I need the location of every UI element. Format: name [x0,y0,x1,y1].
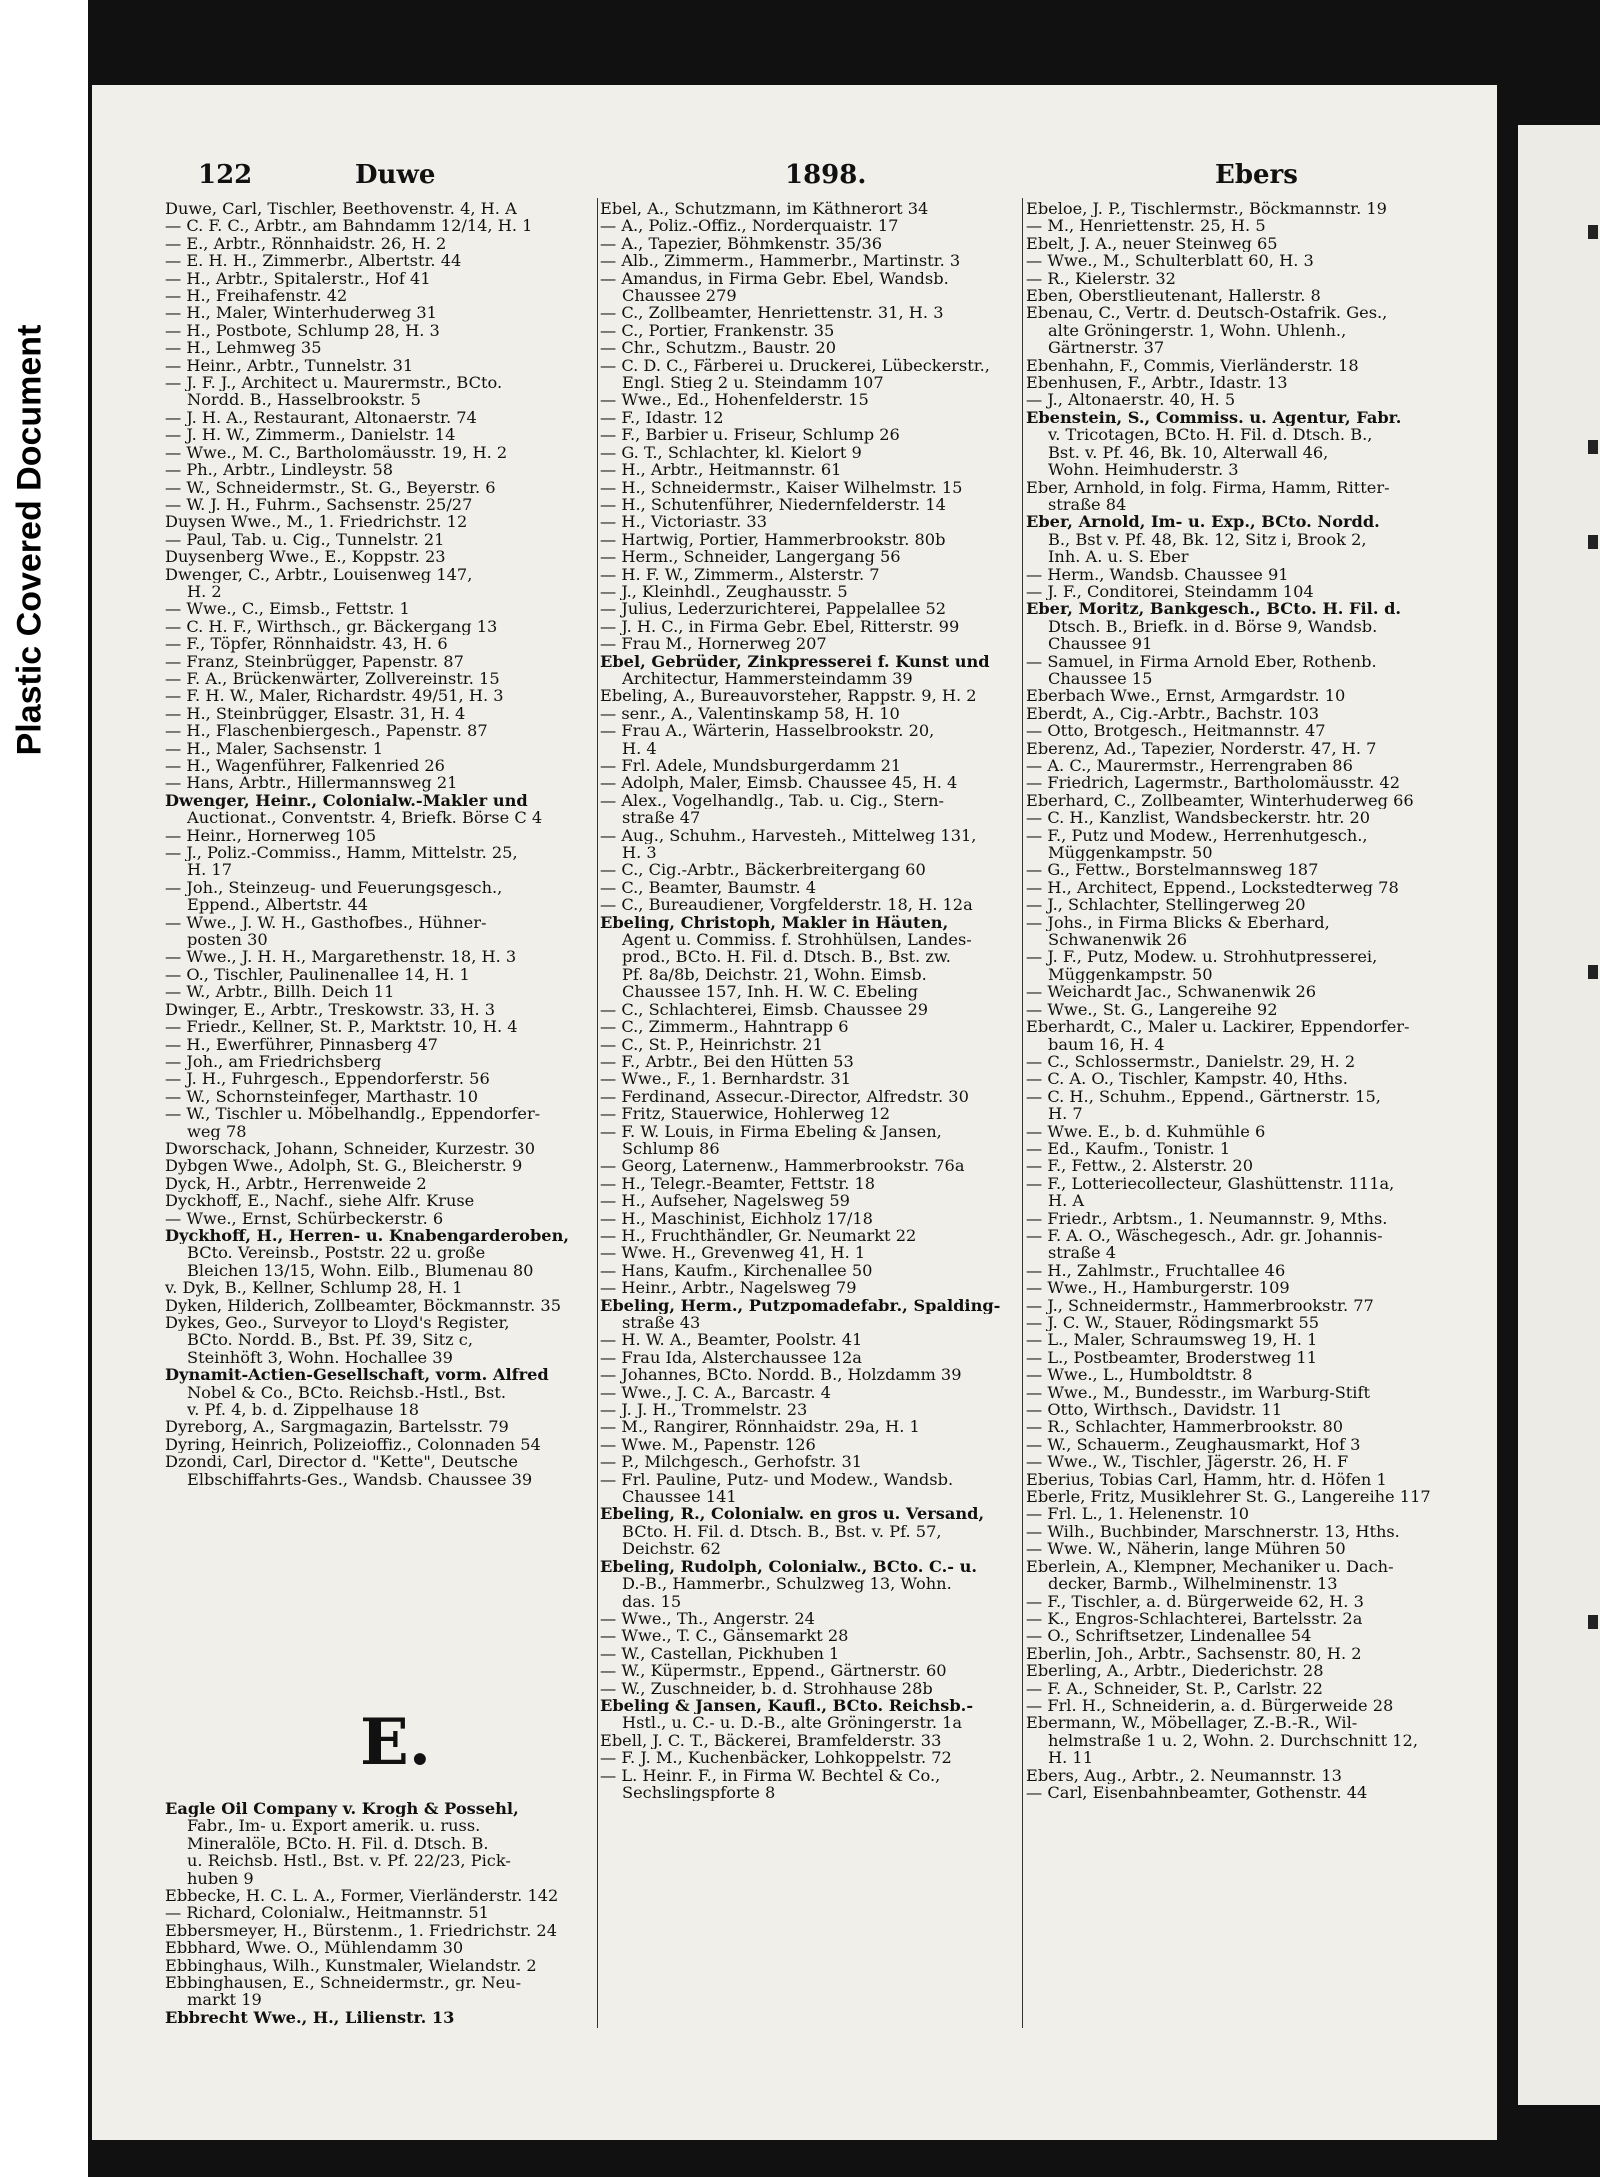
directory-entry: — Friedrich, Lagermstr., Bartholomäusstr. 42 [1026,774,1401,792]
directory-entry: — Joh., Steinzeug- und Feuerungsgesch., [165,878,503,897]
directory-entry: alte Gröningerstr. 1, Wohn. Uhlenh., [1048,321,1347,340]
directory-entry: — Adolph, Maler, Eimsb. Chaussee 45, H. 4 [600,774,958,792]
directory-entry: Ebel, Gebrüder, Zinkpresserei f. Kunst und [600,652,990,670]
directory-entry: — Wwe., St. G., Langereihe 92 [1026,1000,1278,1019]
directory-entry: u. Reichsb. Hstl., Bst. v. Pf. 22/23, Pick- [187,1852,511,1870]
directory-entry: — C., Cig.-Arbtr., Bäckerbreitergang 60 [600,861,926,879]
column-rule [597,198,598,2028]
directory-entry: — Wwe., W., Tischler, Jägerstr. 26, H. F [1026,1453,1349,1471]
directory-entry: — H., Maler, Sachsenstr. 1 [165,739,384,757]
directory-entry: H. 3 [622,844,657,862]
directory-entry: — C., Zimmerm., Hahntrapp 6 [600,1018,849,1036]
directory-entry: Ebenstein, S., Commiss. u. Agentur, Fabr. [1026,408,1402,427]
directory-entry: — H., Maschinist, Eichholz 17/18 [600,1209,873,1227]
directory-entry: Dwenger, C., Arbtr., Louisenweg 147, [165,565,473,583]
directory-entry: Elbschiffahrts-Ges., Wandsb. Chaussee 39 [187,1470,533,1489]
directory-entry: — Wwe. E., b. d. Kuhmühle 6 [1026,1122,1266,1140]
directory-entry: Bleichen 13/15, Wohn. Eilb., Blumenau 80 [187,1261,534,1280]
directory-entry: Eberbach Wwe., Ernst, Armgardstr. 10 [1026,687,1346,705]
directory-entry: — Frl. Adele, Mundsburgerdamm 21 [600,757,902,775]
directory-entry: Chaussee 15 [1048,669,1153,688]
directory-entry: — H. F. W., Zimmerm., Alsterstr. 7 [600,565,880,583]
directory-entry: H. 4 [622,739,657,757]
directory-entry: — C., Schlossermstr., Danielstr. 29, H. 2 [1026,1052,1356,1071]
directory-entry: — F. H. W., Maler, Richardstr. 49/51, H. 3 [165,687,504,705]
directory-entry: — G. T., Schlachter, kl. Kielort 9 [600,443,862,462]
directory-entry: — Herm., Schneider, Langergang 56 [600,548,901,566]
directory-entry: — H., Telegr.-Beamter, Fettstr. 18 [600,1174,876,1193]
directory-entry: — M., Henriettenstr. 25, H. 5 [1026,217,1266,235]
directory-entry: — Wwe., Ernst, Schürbeckerstr. 6 [165,1209,444,1227]
column-rule [1022,198,1023,2028]
directory-entry: Dworschack, Johann, Schneider, Kurzestr. 30 [165,1139,536,1158]
directory-entry: — K., Engros-Schlachterei, Bartelsstr. 2a [1026,1609,1363,1628]
directory-entry: Duwe, Carl, Tischler, Beethovenstr. 4, H. A [165,200,517,218]
directory-entry: — F. A. O., Wäschegesch., Adr. gr. Johannis- [1026,1226,1383,1245]
directory-entry: — R., Schlachter, Hammerbrookstr. 80 [1026,1418,1344,1436]
directory-entry: — E. H. H., Zimmerbr., Albertstr. 44 [165,252,462,270]
directory-entry: — J. F., Conditorei, Steindamm 104 [1026,582,1314,601]
directory-entry: — J., Schlachter, Stellingerweg 20 [1026,896,1306,914]
directory-entry: — H., Schneidermstr., Kaiser Wilhelmstr. 15 [600,478,963,496]
directory-entry: Dyring, Heinrich, Polizeioffiz., Colonnaden 54 [165,1435,541,1454]
directory-entry: Eber, Arnold, Im- u. Exp., BCto. Nordd. [1026,513,1380,531]
directory-entry: — Wwe., L., Humboldtstr. 8 [1026,1366,1253,1384]
directory-entry: — senr., A., Valentinskamp 58, H. 10 [600,704,900,723]
directory-entry: Schlump 86 [622,1139,720,1158]
directory-entry: — F., Tischler, a. d. Bürgerweide 62, H. 3 [1026,1592,1364,1610]
directory-entry: B., Bst v. Pf. 48, Bk. 12, Sitz i, Brook 2, [1048,530,1367,549]
directory-entry: — A., Tapezier, Böhmkenstr. 35/36 [600,234,883,253]
directory-entry: Ebbinghaus, Wilh., Kunstmaler, Wielandstr. 2 [165,1956,537,1975]
directory-entry: — H., Steinbrügger, Elsastr. 31, H. 4 [165,704,466,723]
directory-entry: Chaussee 91 [1048,635,1153,653]
directory-entry: Auctionat., Conventstr. 4, Briefk. Börse C 4 [187,809,543,827]
directory-entry: — Wwe. M., Papenstr. 126 [600,1435,816,1454]
directory-entry: — Otto, Brotgesch., Heitmannstr. 47 [1026,722,1326,740]
directory-entry: — H., Ewerführer, Pinnasberg 47 [165,1035,438,1053]
directory-entry: — J. C. W., Stauer, Rödingsmarkt 55 [1026,1314,1320,1332]
directory-entry: — J., Schneidermstr., Hammerbrookstr. 77 [1026,1296,1374,1314]
directory-entry: Dwenger, Heinr., Colonialw.-Makler und [165,791,528,810]
directory-entry: Dyckhoff, H., Herren- u. Knabengarderoben, [165,1226,569,1245]
directory-entry: Dynamit-Actien-Gesellschaft, vorm. Alfred [165,1366,549,1384]
directory-entry: Eben, Oberstlieutenant, Hallerstr. 8 [1026,287,1321,305]
directory-entry: Chaussee 279 [622,287,737,305]
directory-entry: H. 7 [1048,1105,1083,1123]
directory-entry: — F. J. M., Kuchenbäcker, Lohkoppelstr. 72 [600,1749,952,1767]
directory-entry: Chaussee 141 [622,1488,737,1506]
directory-entry: Duysenberg Wwe., E., Koppstr. 23 [165,548,446,566]
directory-entry: — Frau Ida, Alsterchaussee 12a [600,1348,862,1367]
directory-entry: — Julius, Lederzurichterei, Pappelallee 52 [600,600,947,618]
directory-entry: — Hans, Arbtr., Hillermannsweg 21 [165,774,458,792]
directory-entry: — Wwe., M. C., Bartholomäusstr. 19, H. 2 [165,443,508,462]
directory-entry: baum 16, H. 4 [1048,1035,1165,1053]
directory-entry: — Franz, Steinbrügger, Papenstr. 87 [165,652,464,670]
directory-entry: Dyckhoff, E., Nachf., siehe Alfr. Kruse [165,1192,475,1210]
directory-entry: Ebeling, Herm., Putzpomadefabr., Spalding- [600,1296,1001,1314]
directory-entry: — J. J. H., Trommelstr. 23 [600,1401,808,1419]
directory-entry: H. 11 [1048,1749,1094,1767]
directory-entry: — R., Kielerstr. 32 [1026,269,1176,288]
directory-entry: Dykes, Geo., Surveyor to Lloyd's Register, [165,1314,510,1332]
directory-entry: Pf. 8a/8b, Deichstr. 21, Wohn. Eimsb. [622,965,927,984]
directory-entry: Eber, Arnhold, in folg. Firma, Hamm, Ritter- [1026,478,1390,496]
directory-entry: H. A [1048,1192,1085,1210]
directory-entry: — Paul, Tab. u. Cig., Tunnelstr. 21 [165,530,445,549]
directory-entry: Ebers, Aug., Arbtr., 2. Neumannstr. 13 [1026,1766,1342,1784]
directory-entry: Sechslingspforte 8 [622,1783,776,1802]
directory-entry: — Richard, Colonialw., Heitmannstr. 51 [165,1904,489,1922]
directory-entry: — Amandus, in Firma Gebr. Ebel, Wandsb. [600,269,949,288]
directory-entry: — W., Schneidermstr., St. G., Beyerstr. 6 [165,478,496,496]
directory-entry: — H., Architect, Eppend., Lockstedterweg 78 [1026,878,1399,897]
directory-entry: Eberius, Tobias Carl, Hamm, htr. d. Höfen 1 [1026,1470,1387,1489]
directory-entry: — Heinr., Arbtr., Tunnelstr. 31 [165,356,414,375]
directory-entry: Eagle Oil Company v. Krogh & Possehl, [165,1800,519,1818]
directory-entry: — C., Portier, Frankenstr. 35 [600,321,835,340]
directory-entry: weg 78 [187,1122,247,1140]
directory-entry: — Wwe. W., Näherin, lange Mühren 50 [1026,1540,1346,1558]
directory-entry: Dzondi, Carl, Director d. "Kette", Deutsche [165,1453,518,1471]
directory-entry: — H., Zahlmstr., Fruchtallee 46 [1026,1261,1286,1280]
directory-entry: Wohn. Heimhuderstr. 3 [1048,461,1239,479]
directory-entry: Dyck, H., Arbtr., Herrenweide 2 [165,1174,427,1193]
directory-entry: — Georg, Laternenw., Hammerbrookstr. 76a [600,1157,965,1175]
directory-entry: — A., Poliz.-Offiz., Norderquaistr. 17 [600,217,899,235]
directory-entry: — Wwe., Th., Angerstr. 24 [600,1609,815,1628]
directory-entry: — C. H., Schuhm., Eppend., Gärtnerstr. 15, [1026,1087,1381,1106]
directory-entry: — F. W. Louis, in Firma Ebeling & Jansen, [600,1122,942,1140]
directory-entry: — F., Barbier u. Friseur, Schlump 26 [600,426,900,444]
directory-entry: — Wwe., M., Bundesstr., im Warburg-Stift [1026,1383,1370,1402]
directory-entry: — J. H. W., Zimmerm., Danielstr. 14 [165,426,456,444]
adjacent-page-mark [1588,1615,1598,1629]
directory-entry: — Wwe., C., Eimsb., Fettstr. 1 [165,600,410,618]
directory-entry: — Alb., Zimmerm., Hammerbr., Martinstr. 3 [600,252,961,270]
column-2 [600,200,1018,1801]
directory-entry: — H., Arbtr., Heitmannstr. 61 [600,461,842,479]
directory-entry: — Wwe., M., Schulterblatt 60, H. 3 [1026,252,1314,270]
directory-entry: — Weichardt Jac., Schwanenwik 26 [1026,983,1317,1001]
adjacent-page-mark [1588,965,1598,979]
directory-entry: — F. A., Brückenwärter, Zollvereinstr. 15 [165,669,500,688]
directory-entry: — F. A., Schneider, St. P., Carlstr. 22 [1026,1679,1323,1697]
directory-entry: Ebeling, Rudolph, Colonialw., BCto. C.- u. [600,1557,977,1576]
directory-entry: — W., Tischler u. Möbelhandlg., Eppendorfer- [165,1105,541,1123]
directory-entry: Dtsch. B., Briefk. in d. Börse 9, Wandsb. [1048,617,1378,636]
directory-entry: — Ed., Kaufm., Tonistr. 1 [1026,1139,1231,1158]
adjacent-page-mark [1588,535,1598,549]
directory-entry: Ebbersmeyer, H., Bürstenm., 1. Friedrichstr. 24 [165,1921,558,1940]
directory-entry: — Samuel, in Firma Arnold Eber, Rothenb. [1026,652,1377,670]
directory-entry: markt 19 [187,1991,262,2009]
directory-entry: Ebbhard, Wwe. O., Mühlendamm 30 [165,1939,464,1957]
directory-entry: Eber, Moritz, Bankgesch., BCto. H. Fil. d. [1026,600,1402,618]
directory-entry: — W., Küpermstr., Eppend., Gärtnerstr. 60 [600,1662,947,1680]
directory-entry: — Friedr., Kellner, St. P., Marktstr. 10, H. 4 [165,1018,518,1036]
directory-entry: — C. H., Kanzlist, Wandsbeckerstr. htr. 20 [1026,809,1371,827]
side-label: Plastic Covered Document [10,324,49,756]
directory-entry: Ebbrecht Wwe., H., Lilienstr. 13 [165,2008,455,2027]
directory-entry: — A. C., Maurermstr., Herrengraben 86 [1026,757,1353,775]
directory-entry: Steinhöft 3, Wohn. Hochallee 39 [187,1348,453,1367]
directory-entry: — Fritz, Stauerwice, Hohlerweg 12 [600,1105,891,1123]
directory-entry: Architectur, Hammersteindamm 39 [622,669,913,688]
directory-entry: — W. J. H., Fuhrm., Sachsenstr. 25/27 [165,495,473,514]
directory-entry: — H., Maler, Winterhuderweg 31 [165,304,437,322]
directory-entry: Ebeling, R., Colonialw. en gros u. Versand, [600,1505,985,1523]
directory-entry: — H., Postbote, Schlump 28, H. 3 [165,321,440,340]
directory-entry: — F., Töpfer, Rönnhaidstr. 43, H. 6 [165,635,448,653]
directory-entry: — Herm., Wandsb. Chaussee 91 [1026,565,1289,583]
directory-entry: — Ferdinand, Assecur.-Director, Alfredstr. 30 [600,1087,969,1106]
directory-entry: Eberhardt, C., Maler u. Lackirer, Eppendorfer- [1026,1018,1410,1036]
directory-entry: — Frl. L., 1. Helenenstr. 10 [1026,1505,1250,1523]
header-left-word: Duwe [355,160,436,190]
directory-entry: Eberlin, Joh., Arbtr., Sachsenstr. 80, H. 2 [1026,1644,1362,1663]
directory-entry: Ebenhahn, F., Commis, Vierländerstr. 18 [1026,356,1359,375]
directory-entry: — C. F. C., Arbtr., am Bahndamm 12/14, H. 1 [165,217,533,235]
adjacent-page-strip [1518,125,1600,2105]
directory-entry: Nordd. B., Hasselbrookstr. 5 [187,391,421,409]
column-1-bottom [165,1800,590,2026]
directory-entry: Ebeloe, J. P., Tischlermstr., Böckmannstr. 19 [1026,200,1387,218]
directory-entry: — W., Schauerm., Zeughausmarkt, Hof 3 [1026,1435,1361,1454]
directory-entry: Nobel & Co., BCto. Reichsb.-Hstl., Bst. [187,1383,506,1402]
directory-entry: Ebeling, Christoph, Makler in Häuten, [600,913,949,932]
directory-entry: — P., Milchgesch., Gerhofstr. 31 [600,1453,863,1471]
directory-entry: Inh. A. u. S. Eber [1048,548,1189,566]
directory-entry: — Frl. H., Schneiderin, a. d. Bürgerweide 28 [1026,1696,1394,1715]
directory-entry: — Johannes, BCto. Nordd. B., Holzdamm 39 [600,1366,962,1384]
directory-entry: D.-B., Hammerbr., Schulzweg 13, Wohn. [622,1575,952,1593]
directory-entry: Ebeling & Jansen, Kaufl., BCto. Reichsb.- [600,1696,974,1715]
directory-entry: v. Pf. 4, b. d. Zippelhause 18 [187,1401,420,1419]
directory-entry: — W., Zuschneider, b. d. Strohhause 28b [600,1679,933,1697]
directory-entry: — C., Zollbeamter, Henriettenstr. 31, H. 3 [600,304,944,322]
directory-entry: Mineralöle, BCto. H. Fil. d. Dtsch. B. [187,1834,489,1853]
directory-entry: — J. F. J., Architect u. Maurermstr., BCto. [165,374,503,392]
directory-entry: — Wwe., Ed., Hohenfelderstr. 15 [600,391,869,409]
directory-entry: — Aug., Schuhm., Harvesteh., Mittelweg 131, [600,826,977,845]
directory-entry: — O., Schriftsetzer, Lindenallee 54 [1026,1627,1312,1645]
directory-entry: — Wwe. H., Grevenweg 41, H. 1 [600,1244,866,1262]
directory-entry: — L., Maler, Schraumsweg 19, H. 1 [1026,1331,1318,1349]
directory-entry: — C. H. F., Wirthsch., gr. Bäckergang 13 [165,617,498,636]
directory-entry: H. 2 [187,582,222,601]
directory-entry: Ebenau, C., Vertr. d. Deutsch-Ostafrik. Ges., [1026,304,1388,322]
directory-entry: huben 9 [187,1869,254,1888]
directory-entry: Müggenkampstr. 50 [1048,965,1213,984]
directory-entry: Ebbinghausen, E., Schneidermstr., gr. Neu- [165,1974,522,1992]
directory-entry: — Wwe., J. H. H., Margarethenstr. 18, H. 3 [165,948,517,966]
directory-entry: Bst. v. Pf. 46, Bk. 10, Alterwall 46, [1048,443,1329,462]
directory-entry: — Hartwig, Portier, Hammerbrookstr. 80b [600,530,946,549]
directory-entry: — Frau A., Wärterin, Hasselbrookstr. 20, [600,722,935,740]
directory-entry: Ebenhusen, F., Arbtr., Idastr. 13 [1026,374,1288,392]
directory-entry: v. Dyk, B., Kellner, Schlump 28, H. 1 [165,1279,463,1297]
directory-entry: — Friedr., Arbtsm., 1. Neumannstr. 9, Mths. [1026,1209,1388,1227]
directory-entry: — W., Schornsteinfeger, Marthastr. 10 [165,1087,479,1106]
directory-entry: — F., Arbtr., Bei den Hütten 53 [600,1052,854,1071]
directory-entry: Ebeling, A., Bureauvorsteher, Rappstr. 9, H. 2 [600,687,977,705]
directory-entry: — J. H. C., in Firma Gebr. Ebel, Ritterstr. 99 [600,617,960,636]
directory-entry: Dyreborg, A., Sargmagazin, Bartelsstr. 79 [165,1418,509,1436]
directory-entry: — C., Schlachterei, Eimsb. Chaussee 29 [600,1000,929,1019]
directory-entry: — L., Postbeamter, Broderstweg 11 [1026,1348,1318,1367]
directory-entry: posten 30 [187,931,268,949]
directory-entry: — H., Victoriastr. 33 [600,513,768,531]
directory-entry: Chaussee 157, Inh. H. W. C. Ebeling [622,983,919,1001]
directory-entry: — H., Fruchthändler, Gr. Neumarkt 22 [600,1226,917,1245]
directory-entry: — Heinr., Hornerweg 105 [165,826,377,845]
directory-entry: Ebbecke, H. C. L. A., Former, Vierländerstr. 142 [165,1887,559,1905]
directory-entry: Agent u. Commiss. f. Strohhülsen, Landes- [622,931,972,949]
directory-entry: — Wwe., H., Hamburgerstr. 109 [1026,1279,1290,1297]
directory-entry: Duysen Wwe., M., 1. Friedrichstr. 12 [165,513,468,531]
directory-entry: — F., Fettw., 2. Alsterstr. 20 [1026,1157,1254,1175]
adjacent-page-mark [1588,225,1598,239]
directory-entry: — Wwe., J. W. H., Gasthofbes., Hühner- [165,913,487,932]
directory-entry: straße 84 [1048,495,1127,514]
directory-entry: straße 47 [622,809,701,827]
directory-entry: — E., Arbtr., Rönnhaidstr. 26, H. 2 [165,234,447,253]
directory-entry: — C., Bureaudiener, Vorgfelderstr. 18, H. 12a [600,896,973,914]
directory-entry: — W., Castellan, Pickhuben 1 [600,1644,840,1663]
directory-entry: — H. W. A., Beamter, Poolstr. 41 [600,1331,863,1349]
directory-entry: Ebel, A., Schutzmann, im Käthnerort 34 [600,200,929,218]
directory-entry: — H., Schutenführer, Niedernfelderstr. 14 [600,495,946,514]
directory-entry: — Wwe., T. C., Gänsemarkt 28 [600,1627,849,1645]
directory-entry: — C., St. P., Heinrichstr. 21 [600,1035,823,1053]
directory-entry: — Chr., Schutzm., Baustr. 20 [600,339,836,357]
header-year: 1898. [785,160,867,190]
directory-entry: — J. H., Fuhrgesch., Eppendorferstr. 56 [165,1070,490,1088]
directory-entry: helmstraße 1 u. 2, Wohn. 2. Durchschnitt 12, [1048,1731,1418,1750]
directory-entry: Gärtnerstr. 37 [1048,339,1165,357]
directory-entry: Eberenz, Ad., Tapezier, Norderstr. 47, H. 7 [1026,739,1377,757]
directory-entry: — Hans, Kaufm., Kirchenallee 50 [600,1261,873,1280]
directory-entry: — Alex., Vogelhandlg., Tab. u. Cig., Stern- [600,791,944,810]
directory-entry: Eberlein, A., Klempner, Mechaniker u. Dach- [1026,1557,1394,1576]
directory-entry: Engl. Stieg 2 u. Steindamm 107 [622,374,884,392]
directory-entry: — F., Putz und Modew., Herrenhutgesch., [1026,826,1368,845]
directory-entry: Eberling, A., Arbtr., Diederichstr. 28 [1026,1662,1324,1680]
directory-entry: Ebell, J. C. T., Bäckerei, Bramfelderstr. 33 [600,1731,942,1750]
directory-entry: — H., Wagenführer, Falkenried 26 [165,757,445,775]
directory-entry: BCto. Vereinsb., Poststr. 22 u. große [187,1244,486,1262]
directory-entry: — Frau M., Hornerweg 207 [600,635,827,653]
directory-entry: — Wwe., F., 1. Bernhardstr. 31 [600,1070,852,1088]
directory-entry: — J., Kleinhdl., Zeughausstr. 5 [600,582,848,601]
directory-entry: Ebelt, J. A., neuer Steinweg 65 [1026,234,1278,253]
directory-entry: — Heinr., Arbtr., Nagelsweg 79 [600,1279,857,1297]
directory-entry: v. Tricotagen, BCto. H. Fil. d. Dtsch. B., [1048,426,1373,444]
directory-entry: — Carl, Eisenbahnbeamter, Gothenstr. 44 [1026,1783,1368,1802]
directory-entry: straße 43 [622,1314,701,1332]
directory-entry: — C. D. C., Färberei u. Druckerei, Lübeckerstr., [600,356,990,375]
directory-entry: — H., Freihafenstr. 42 [165,287,348,305]
directory-entry: — Ph., Arbtr., Lindleystr. 58 [165,461,394,479]
directory-entry: — Johs., in Firma Blicks & Eberhard, [1026,913,1330,932]
directory-entry: Schwanenwik 26 [1048,931,1188,949]
page-number: 122 [198,160,253,190]
directory-entry: — H., Lehmweg 35 [165,339,322,357]
directory-entry: — Otto, Wirthsch., Davidstr. 11 [1026,1401,1283,1419]
column-3 [1026,200,1444,1801]
directory-entry: — G., Fettw., Borstelmannsweg 187 [1026,861,1319,879]
directory-entry: Fabr., Im- u. Export amerik. u. russ. [187,1817,481,1835]
directory-entry: decker, Barmb., Wilhelminenstr. 13 [1048,1575,1338,1593]
directory-entry: straße 4 [1048,1244,1117,1262]
directory-entry: — J. F., Putz, Modew. u. Strohhutpresserei, [1026,948,1378,966]
directory-entry: — C., Beamter, Baumstr. 4 [600,878,817,897]
directory-entry: Müggenkampstr. 50 [1048,844,1213,862]
directory-entry: Dybgen Wwe., Adolph, St. G., Bleicherstr. 9 [165,1157,523,1175]
directory-entry: — Wwe., J. C. A., Barcastr. 4 [600,1383,831,1402]
directory-entry: — W., Arbtr., Billh. Deich 11 [165,983,395,1001]
directory-entry: das. 15 [622,1592,682,1610]
column-1-top [165,200,590,1488]
directory-entry: Eberdt, A., Cig.-Arbtr., Bachstr. 103 [1026,704,1320,723]
directory-entry: Deichstr. 62 [622,1540,721,1558]
directory-entry: BCto. H. Fil. d. Dtsch. B., Bst. v. Pf. 57, [622,1522,942,1541]
directory-entry: — Wilh., Buchbinder, Marschnerstr. 13, Hths. [1026,1522,1400,1541]
section-letter: E. [360,1705,432,1780]
directory-entry: prod., BCto. H. Fil. d. Dtsch. B., Bst. zw. [622,948,951,966]
directory-entry: — L. Heinr. F., in Firma W. Bechtel & Co., [600,1766,941,1784]
directory-entry: — F., Idastr. 12 [600,408,724,427]
directory-entry: Dyken, Hilderich, Zollbeamter, Böckmannstr. 35 [165,1296,561,1314]
directory-entry: Eberhard, C., Zollbeamter, Winterhuderweg 66 [1026,791,1414,810]
header-right-word: Ebers [1215,160,1298,190]
directory-entry: — O., Tischler, Paulinenallee 14, H. 1 [165,965,470,984]
directory-entry: — H., Aufseher, Nagelsweg 59 [600,1192,850,1210]
directory-entry: — Joh., am Friedrichsberg [165,1052,382,1071]
directory-entry: — H., Arbtr., Spitalerstr., Hof 41 [165,269,431,288]
directory-entry: Eppend., Albertstr. 44 [187,896,369,914]
directory-entry: Eberle, Fritz, Musiklehrer St. G., Langereihe 117 [1026,1488,1431,1506]
directory-entry: — F., Lotteriecollecteur, Glashüttenstr. 111a, [1026,1174,1395,1193]
directory-entry: — J. H. A., Restaurant, Altonaerstr. 74 [165,408,477,427]
directory-entry: — C. A. O., Tischler, Kampstr. 40, Hths. [1026,1070,1348,1088]
directory-entry: H. 17 [187,861,233,879]
directory-entry: — J., Altonaerstr. 40, H. 5 [1026,391,1236,409]
directory-entry: — H., Flaschenbiergesch., Papenstr. 87 [165,722,488,740]
directory-entry: — M., Rangirer, Rönnhaidstr. 29a, H. 1 [600,1418,920,1436]
directory-entry: Ebermann, W., Möbellager, Z.-B.-R., Wil- [1026,1714,1358,1732]
directory-entry: BCto. Nordd. B., Bst. Pf. 39, Sitz c, [187,1331,473,1349]
directory-entry: Dwinger, E., Arbtr., Treskowstr. 33, H. 3 [165,1000,496,1019]
directory-entry: — J., Poliz.-Commiss., Hamm, Mittelstr. 25, [165,844,518,862]
adjacent-page-mark [1588,440,1598,454]
directory-entry: — Frl. Pauline, Putz- und Modew., Wandsb. [600,1470,954,1489]
directory-entry: Hstl., u. C.- u. D.-B., alte Gröningerstr. 1a [622,1714,963,1732]
